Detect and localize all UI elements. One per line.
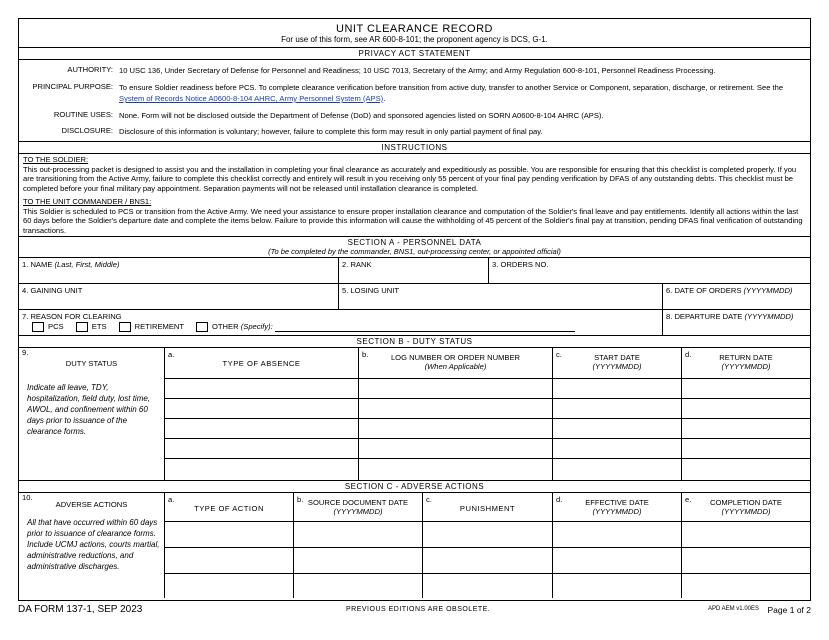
log-number-input[interactable] <box>359 459 553 480</box>
instructions-section <box>19 154 810 236</box>
version-label: APD AEM v1.00ES <box>707 606 759 612</box>
other-specify-input[interactable] <box>275 323 575 332</box>
authority-row <box>19 63 810 78</box>
privacy-act-heading: PRIVACY ACT STATEMENT <box>19 47 810 60</box>
section-b-heading: SECTION B - DUTY STATUS <box>19 335 810 347</box>
return-date-input[interactable] <box>682 399 810 418</box>
return-date-letter: d. <box>685 350 692 359</box>
disclosure-text: Disclosure of this information is voluntary; however, failure to complete this form may result in only partial payment of final pay. <box>119 127 543 136</box>
punishment-input[interactable] <box>423 548 553 573</box>
reason-options <box>22 322 659 332</box>
action-type-input[interactable] <box>165 548 294 573</box>
adverse-actions-number: 10. <box>22 493 33 502</box>
start-date-input[interactable] <box>553 419 682 438</box>
soldier-heading: TO THE SOLDIER: <box>23 155 89 164</box>
return-date-input[interactable] <box>682 459 810 480</box>
obsolete-notice: PREVIOUS EDITIONS ARE OBSOLETE. <box>346 606 491 613</box>
punishment-input[interactable] <box>423 574 553 598</box>
routine-uses-text: None. Form will not be disclosed outside the Department of Defense (DoD) and sponsored agencies listed on SORN A0600-8-104 AHRC (APS). <box>119 111 604 120</box>
rank-field[interactable] <box>339 258 489 283</box>
absence-type-input[interactable] <box>165 439 359 458</box>
punishment-label: PUNISHMENT <box>459 504 516 513</box>
orders-label: 3. ORDERS NO. <box>492 260 549 269</box>
gaining-unit-field[interactable] <box>19 284 339 309</box>
completion-date-letter: e. <box>685 495 692 504</box>
source-date-input[interactable] <box>294 574 423 598</box>
section-a-row3 <box>19 309 810 335</box>
log-number-hint: (When Applicable) <box>424 362 487 371</box>
ets-checkbox[interactable] <box>76 322 88 332</box>
start-date-input[interactable] <box>553 379 682 398</box>
log-number-input[interactable] <box>359 419 553 438</box>
gaining-unit-label: 4. GAINING UNIT <box>22 286 83 295</box>
privacy-act-section <box>19 60 810 141</box>
effective-date-header <box>553 493 682 521</box>
log-number-letter: b. <box>362 350 369 359</box>
start-date-hint: (YYYYMMDD) <box>592 362 642 371</box>
form-title: UNIT CLEARANCE RECORD <box>336 23 493 35</box>
type-of-action-header <box>165 493 294 521</box>
type-of-action-letter: a. <box>168 495 175 504</box>
page-number: Page 1 of 2 <box>767 605 811 615</box>
disclosure-row <box>19 123 810 141</box>
duty-status-grid <box>165 348 810 480</box>
section-a-title: SECTION A - PERSONNEL DATA <box>347 238 482 247</box>
form-id: DA FORM 137-1, SEP 2023 <box>18 604 143 615</box>
completion-date-input[interactable] <box>682 522 810 547</box>
effective-date-hint: (YYYYMMDD) <box>592 507 642 516</box>
purpose-text-wrap <box>119 82 802 104</box>
source-date-input[interactable] <box>294 548 423 573</box>
absence-type-input[interactable] <box>165 379 359 398</box>
date-of-orders-label: 6. DATE OF ORDERS <box>666 286 742 295</box>
form-header <box>19 23 810 44</box>
type-of-action-label: TYPE OF ACTION <box>194 504 264 513</box>
pcs-checkbox[interactable] <box>32 322 44 332</box>
routine-uses-label: ROUTINE USES: <box>53 110 113 119</box>
purpose-label: PRINCIPAL PURPOSE: <box>32 82 113 91</box>
commander-text: This Soldier is scheduled to PCS or transition from the Active Army. We need your assistance to ensure proper installation clearance and computation of the Soldier's final leave and pay entitlements. Identify all actions within the last 60 days before the Soldier's departure date and complete the items below. Failure to provide this information will cause the withholding of 45 percent of the Soldier's final pay at transition, pending DFAS final verification of outstanding transactions. <box>23 206 803 235</box>
adverse-actions-column <box>19 493 165 598</box>
completion-date-hint: (YYYYMMDD) <box>721 507 771 516</box>
date-of-orders-field[interactable] <box>663 284 810 309</box>
losing-unit-label: 5. LOSING UNIT <box>342 286 399 295</box>
form-page <box>18 18 811 601</box>
start-date-input[interactable] <box>553 439 682 458</box>
start-date-input[interactable] <box>553 399 682 418</box>
effective-date-letter: d. <box>556 495 563 504</box>
purpose-text: To ensure Soldier readiness before PCS. To complete clearance verification before transition from active duty, transfer to another Service or Component, separation, discharge, or retirement. See the <box>119 83 784 92</box>
other-checkbox[interactable] <box>196 322 208 332</box>
sorn-link[interactable]: System of Records Notice A0600-8-104 AHRC, Army Personnel System (APS) <box>119 94 384 103</box>
section-a-subtitle: (To be completed by the commander, BNS1, out-processing center, or appointed official) <box>268 247 561 256</box>
adverse-action-row <box>165 573 810 598</box>
form-subtitle: For use of this form, see AR 600-8-101; the proponent agency is DCS, G-1. <box>281 35 548 44</box>
duty-status-row <box>165 418 810 438</box>
rank-label: 2. RANK <box>342 260 372 269</box>
section-a-row2 <box>19 283 810 309</box>
authority-label: AUTHORITY: <box>67 65 113 74</box>
duty-status-row <box>165 398 810 418</box>
type-of-absence-label: TYPE OF ABSENCE <box>222 359 301 368</box>
departure-date-hint: (YYYYMMDD) <box>744 312 794 321</box>
adverse-actions-heading: ADVERSE ACTIONS <box>55 500 128 509</box>
adverse-action-row <box>165 547 810 573</box>
punishment-header <box>423 493 553 521</box>
return-date-header <box>682 348 810 378</box>
other-label: OTHER <box>212 322 239 331</box>
duty-status-row <box>165 458 810 480</box>
completion-date-header <box>682 493 810 521</box>
effective-date-input[interactable] <box>553 522 682 547</box>
log-number-label: LOG NUMBER OR ORDER NUMBER <box>390 353 521 362</box>
source-document-date-header <box>294 493 423 521</box>
effective-date-label: EFFECTIVE DATE <box>585 498 649 507</box>
start-date-input[interactable] <box>553 459 682 480</box>
departure-date-label: 8. DEPARTURE DATE <box>666 312 743 321</box>
duty-status-column <box>19 348 165 480</box>
name-field[interactable] <box>19 258 339 283</box>
return-date-label: RETURN DATE <box>719 353 773 362</box>
reason-label: 7. REASON FOR CLEARING <box>22 312 122 321</box>
return-date-input[interactable] <box>682 439 810 458</box>
disclosure-label: DISCLOSURE: <box>61 126 113 135</box>
adverse-action-row <box>165 521 810 547</box>
type-of-absence-letter: a. <box>168 350 175 359</box>
losing-unit-field[interactable] <box>339 284 663 309</box>
routine-uses-row <box>19 106 810 123</box>
retirement-checkbox[interactable] <box>119 322 131 332</box>
commander-heading: TO THE UNIT COMMANDER / BNS1: <box>23 197 152 206</box>
authority-text: 10 USC 136, Under Secretary of Defense for Personnel and Readiness; 10 USC 7013, Secretary of the Army; and Army Regulation 600-8-101, Personnel Readiness Processing. <box>119 66 716 75</box>
log-number-input[interactable] <box>359 399 553 418</box>
log-number-input[interactable] <box>359 379 553 398</box>
name-hint: (Last, First, Middle) <box>54 260 120 269</box>
instructions-heading: INSTRUCTIONS <box>19 141 810 154</box>
section-c-table <box>19 492 810 598</box>
retirement-label: RETIREMENT <box>134 322 184 331</box>
return-date-input[interactable] <box>682 379 810 398</box>
return-date-input[interactable] <box>682 419 810 438</box>
source-date-input[interactable] <box>294 522 423 547</box>
date-of-orders-hint: (YYYYMMDD) <box>743 286 793 295</box>
absence-type-input[interactable] <box>165 419 359 438</box>
departure-date-field[interactable] <box>663 310 810 335</box>
type-of-absence-header <box>165 348 359 378</box>
adverse-actions-note: All that have occurred within 60 days prior to issuance of clearance forms. Include UCMJ actions, courts martial, administrative reductions, and administrative discharges. <box>27 518 160 571</box>
source-document-date-letter: b. <box>297 495 304 504</box>
log-number-input[interactable] <box>359 439 553 458</box>
orders-number-field[interactable] <box>489 258 810 283</box>
absence-type-input[interactable] <box>165 399 359 418</box>
duty-status-note: Indicate all leave, TDY, hospitalization, field duty, lost time, AWOL, and confinement within 60 days prior to issuance of the clearance forms. <box>27 383 151 436</box>
punishment-letter: c. <box>426 495 432 504</box>
punishment-input[interactable] <box>423 522 553 547</box>
log-number-header <box>359 348 553 378</box>
source-document-date-label: SOURCE DOCUMENT DATE <box>307 498 409 507</box>
name-label: 1. NAME <box>22 260 53 269</box>
soldier-text: This out-processing packet is designed to assist you and the installation in completing your final clearance as accurately and expeditiously as possible. You are responsible for ensuring that this checklist is completed properly. If you are transitioning from the Active Army, failure to complete this checklist correctly and entirely will result in you receiving only 55 percent of your final pay pending verification by DFAS of any outstanding debts. This checklist must be completed before your final military pay appointment. Separation payments will not be released until installation clearance is completed. <box>23 164 797 193</box>
reason-for-clearing-field <box>19 310 663 335</box>
completion-date-label: COMPLETION DATE <box>709 498 782 507</box>
section-a-heading <box>19 236 810 257</box>
return-date-hint: (YYYYMMDD) <box>721 362 771 371</box>
duty-status-row <box>165 438 810 458</box>
ets-label: ETS <box>91 322 107 331</box>
action-type-input[interactable] <box>165 522 294 547</box>
start-date-header <box>553 348 682 378</box>
start-date-letter: c. <box>556 350 562 359</box>
source-document-date-hint: (YYYYMMDD) <box>333 507 383 516</box>
duty-status-header-row <box>165 348 810 378</box>
section-a-row1 <box>19 257 810 283</box>
section-b-table <box>19 347 810 480</box>
effective-date-input[interactable] <box>553 548 682 573</box>
start-date-label: START DATE <box>594 353 640 362</box>
completion-date-input[interactable] <box>682 574 810 598</box>
absence-type-input[interactable] <box>165 459 359 480</box>
effective-date-input[interactable] <box>553 574 682 598</box>
purpose-row <box>19 78 810 106</box>
action-type-input[interactable] <box>165 574 294 598</box>
adverse-actions-header-row <box>165 493 810 521</box>
other-hint: (Specify): <box>240 322 273 331</box>
duty-status-row <box>165 378 810 398</box>
adverse-actions-grid <box>165 493 810 598</box>
completion-date-input[interactable] <box>682 548 810 573</box>
duty-status-heading: DUTY STATUS <box>65 359 118 368</box>
purpose-end: . <box>383 94 386 103</box>
duty-status-number: 9. <box>22 348 29 357</box>
pcs-label: PCS <box>48 322 64 331</box>
section-c-heading: SECTION C - ADVERSE ACTIONS <box>19 480 810 492</box>
